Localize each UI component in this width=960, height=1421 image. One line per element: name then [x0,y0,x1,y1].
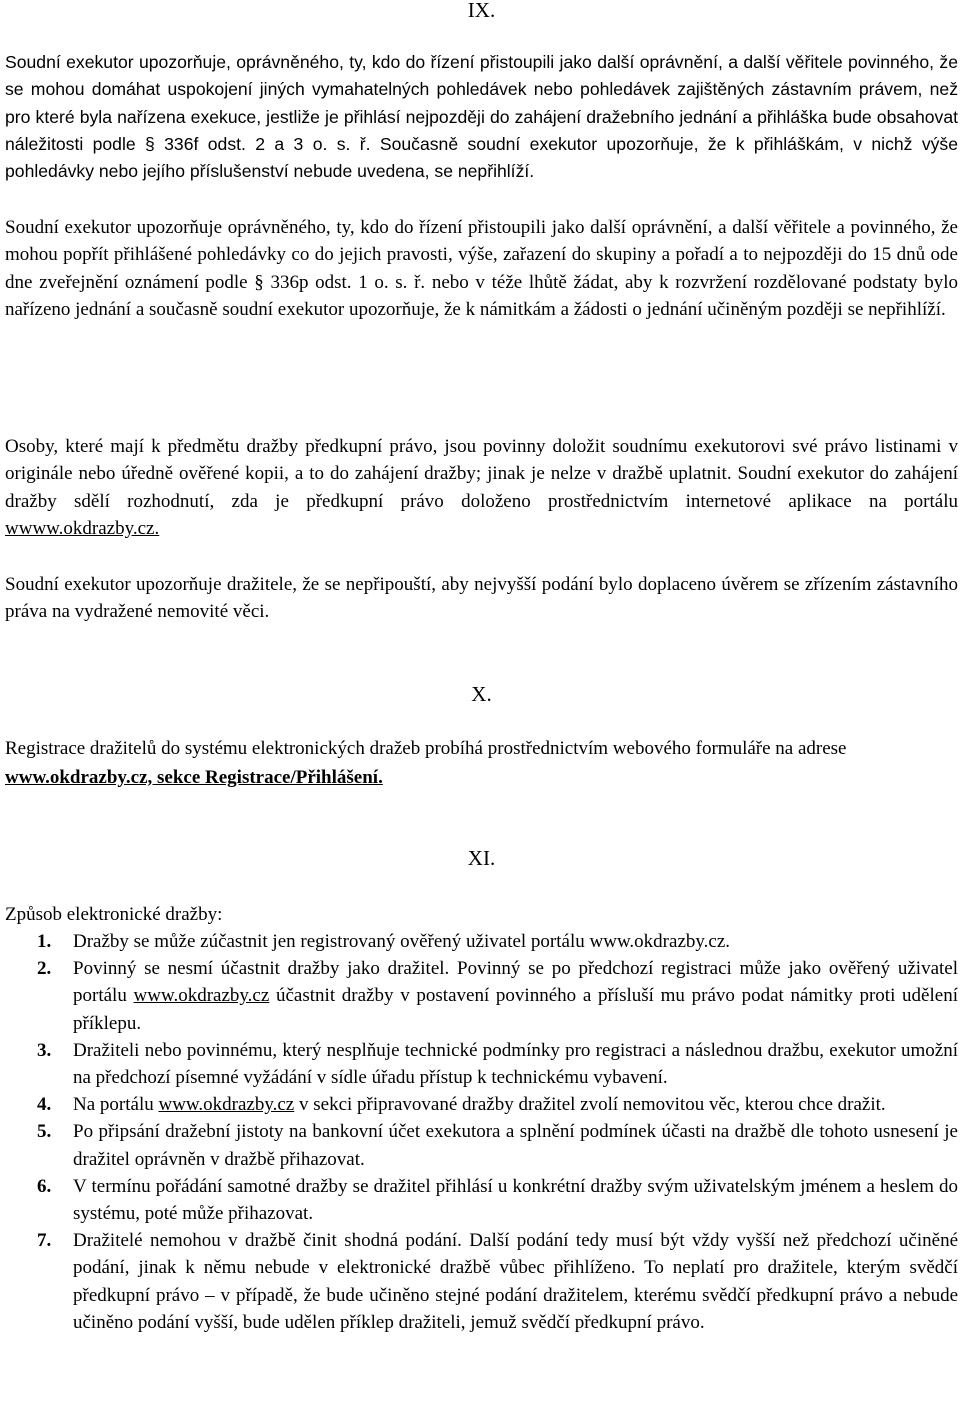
step-text-before: Na portálu [73,1094,159,1116]
section-heading-ix: IX. [467,0,496,22]
step-number: 1. [37,931,52,952]
step-text-after: v sekci připravované dražby dražitel zvolí nemovitou věc, kterou chce dražit. [294,1094,886,1116]
paragraph-no-loan-payment: Soudní exekutor upozorňuje dražitele, že se nepřipouští, aby nejvyšší podání bylo doplaceno úvěrem se zřízením zástavního práva na vydražené nemovité věci. [5,574,958,623]
step-text: Po připsání dražební jistoty na bankovní účet exekutora a splnění podmínek účasti na dražbě dle tohoto usnesení je dražitel oprávněn v dražbě přihazovat. [73,1121,958,1170]
list-item [5,955,958,1037]
list-item [5,1227,958,1336]
section-heading-xi: XI. [467,846,496,870]
step-text: Dražiteli nebo povinnému, který nesplňuje technické podmínky pro registraci a následnou dražbu, exekutor umožní na předchozí písemné vyžádání v sídle úřadu přístup k technickému vybavení. [73,1039,958,1089]
paragraph-preemption-right [5,433,958,542]
step-text: V termínu pořádání samotné dražby se dražitel přihlásí u konkrétní dražby svým uživatelským jménem a heslem do systému, poté může přihazovat. [73,1175,958,1225]
portal-link[interactable]: www.okdrazby.cz [158,1094,295,1116]
method-steps-list [5,928,958,1336]
step-text-after: účastnit dražby v postavení povinného a přísluší mu právo podat námitky proti udělení příklepu. [73,985,958,1034]
portal-link[interactable]: wwww.okdrazby.cz. [5,517,160,539]
method-title: Způsob elektronické dražby: [5,904,223,925]
registration-link[interactable]: www.okdrazby.cz, sekce Registrace/Přihlášení. [5,767,383,788]
step-number: 4. [37,1094,52,1116]
section-heading-x: X. [471,682,492,706]
paragraph-registration-text: Registrace dražitelů do systému elektronických dražeb probíhá prostřednictvím webového formuláře na adrese [5,738,847,759]
list-item [5,1037,958,1091]
paragraph-registration [5,734,958,792]
step-number: 5. [37,1121,52,1143]
paragraph-dispute-claims: Soudní exekutor upozorňuje oprávněného, ty, kdo do řízení přistoupili jako další oprávnění, a další věřitele a povinného, že mohou popřít přihlášené pohledávky co do jejich pravosti, výše, zařazení do skupiny a pořadí a to nejpozději do 15 dnů ode dne zveřejnění oznámení podle § 336p odst. 1 o. s. ř. nebo v téže lhůtě žádat, aby k rozvržení rozdělované podstaty bylo nařízeno jednání a současně soudní exekutor upozorňuje, že k námitkám a žádosti o jednání učiněným později se nepřihlíží. [5,217,958,320]
step-number: 7. [37,1230,52,1252]
step-text-before: Povinný se nesmí účastnit dražby jako dražitel. Povinný se po předchozí registraci může jako ověřený uživatel portálu [73,958,958,1007]
step-text: Dražby se může zúčastnit jen registrovaný ověřený uživatel portálu www.okdrazby.cz. [73,931,731,952]
list-item [5,1118,958,1172]
list-item [5,1091,958,1118]
step-number: 3. [37,1039,52,1061]
step-text: Dražitelé nemohou v dražbě činit shodná podání. Další podání tedy musí být vždy vyšší než předchozí učiněné podání, jinak k němu nebude v elektronické dražbě vůbec přihlíženo. To neplatí pro dražitele, kterým svědčí předkupní právo – v případě, že bude učiněno stejné podání dražitelem, kterému svědčí předkupní právo a nebude učiněno podání vyšší, bude udělen příklep dražiteli, jemuž svědčí předkupní právo. [73,1230,958,1333]
paragraph-preemption-text: Osoby, které mají k předmětu dražby předkupní právo, jsou povinny doložit soudnímu exekutorovi své právo listinami v originále nebo úředně ověřené kopii, a to do zahájení dražby; jinak je nelze v dražbě uplatnit. Soudní exekutor do zahájení dražby sdělí rozhodnutí, zda je předkupní právo doloženo prostřednictvím internetové aplikace na portálu [5,436,958,512]
list-item [5,1173,958,1227]
step-number: 2. [37,958,52,980]
list-item [5,928,958,955]
step-text [73,955,958,1037]
portal-link[interactable]: www.okdrazby.cz [133,985,270,1007]
step-text [73,1091,958,1118]
step-number: 6. [37,1175,52,1197]
paragraph-creditors-claims: Soudní exekutor upozorňuje, oprávněného, ty, kdo do řízení přistoupili jako další oprávnění, a další věřitele povinného, že se mohou domáhat uspokojení jiných vymahatelných pohledávek nebo pohledávek zajištěných zástavním právem, než pro které byla nařízena exekuce, jestliže je přihlásí nejpozději do zahájení dražebního jednání a přihláška bude obsahovat náležitosti podle § 336f odst. 2 a 3 o. s. ř. Současně soudní exekutor upozorňuje, že k přihláškám, v nichž výše pohledávky nebo jejího příslušenství nebude uvedena, se nepřihlíží. [5,52,958,182]
